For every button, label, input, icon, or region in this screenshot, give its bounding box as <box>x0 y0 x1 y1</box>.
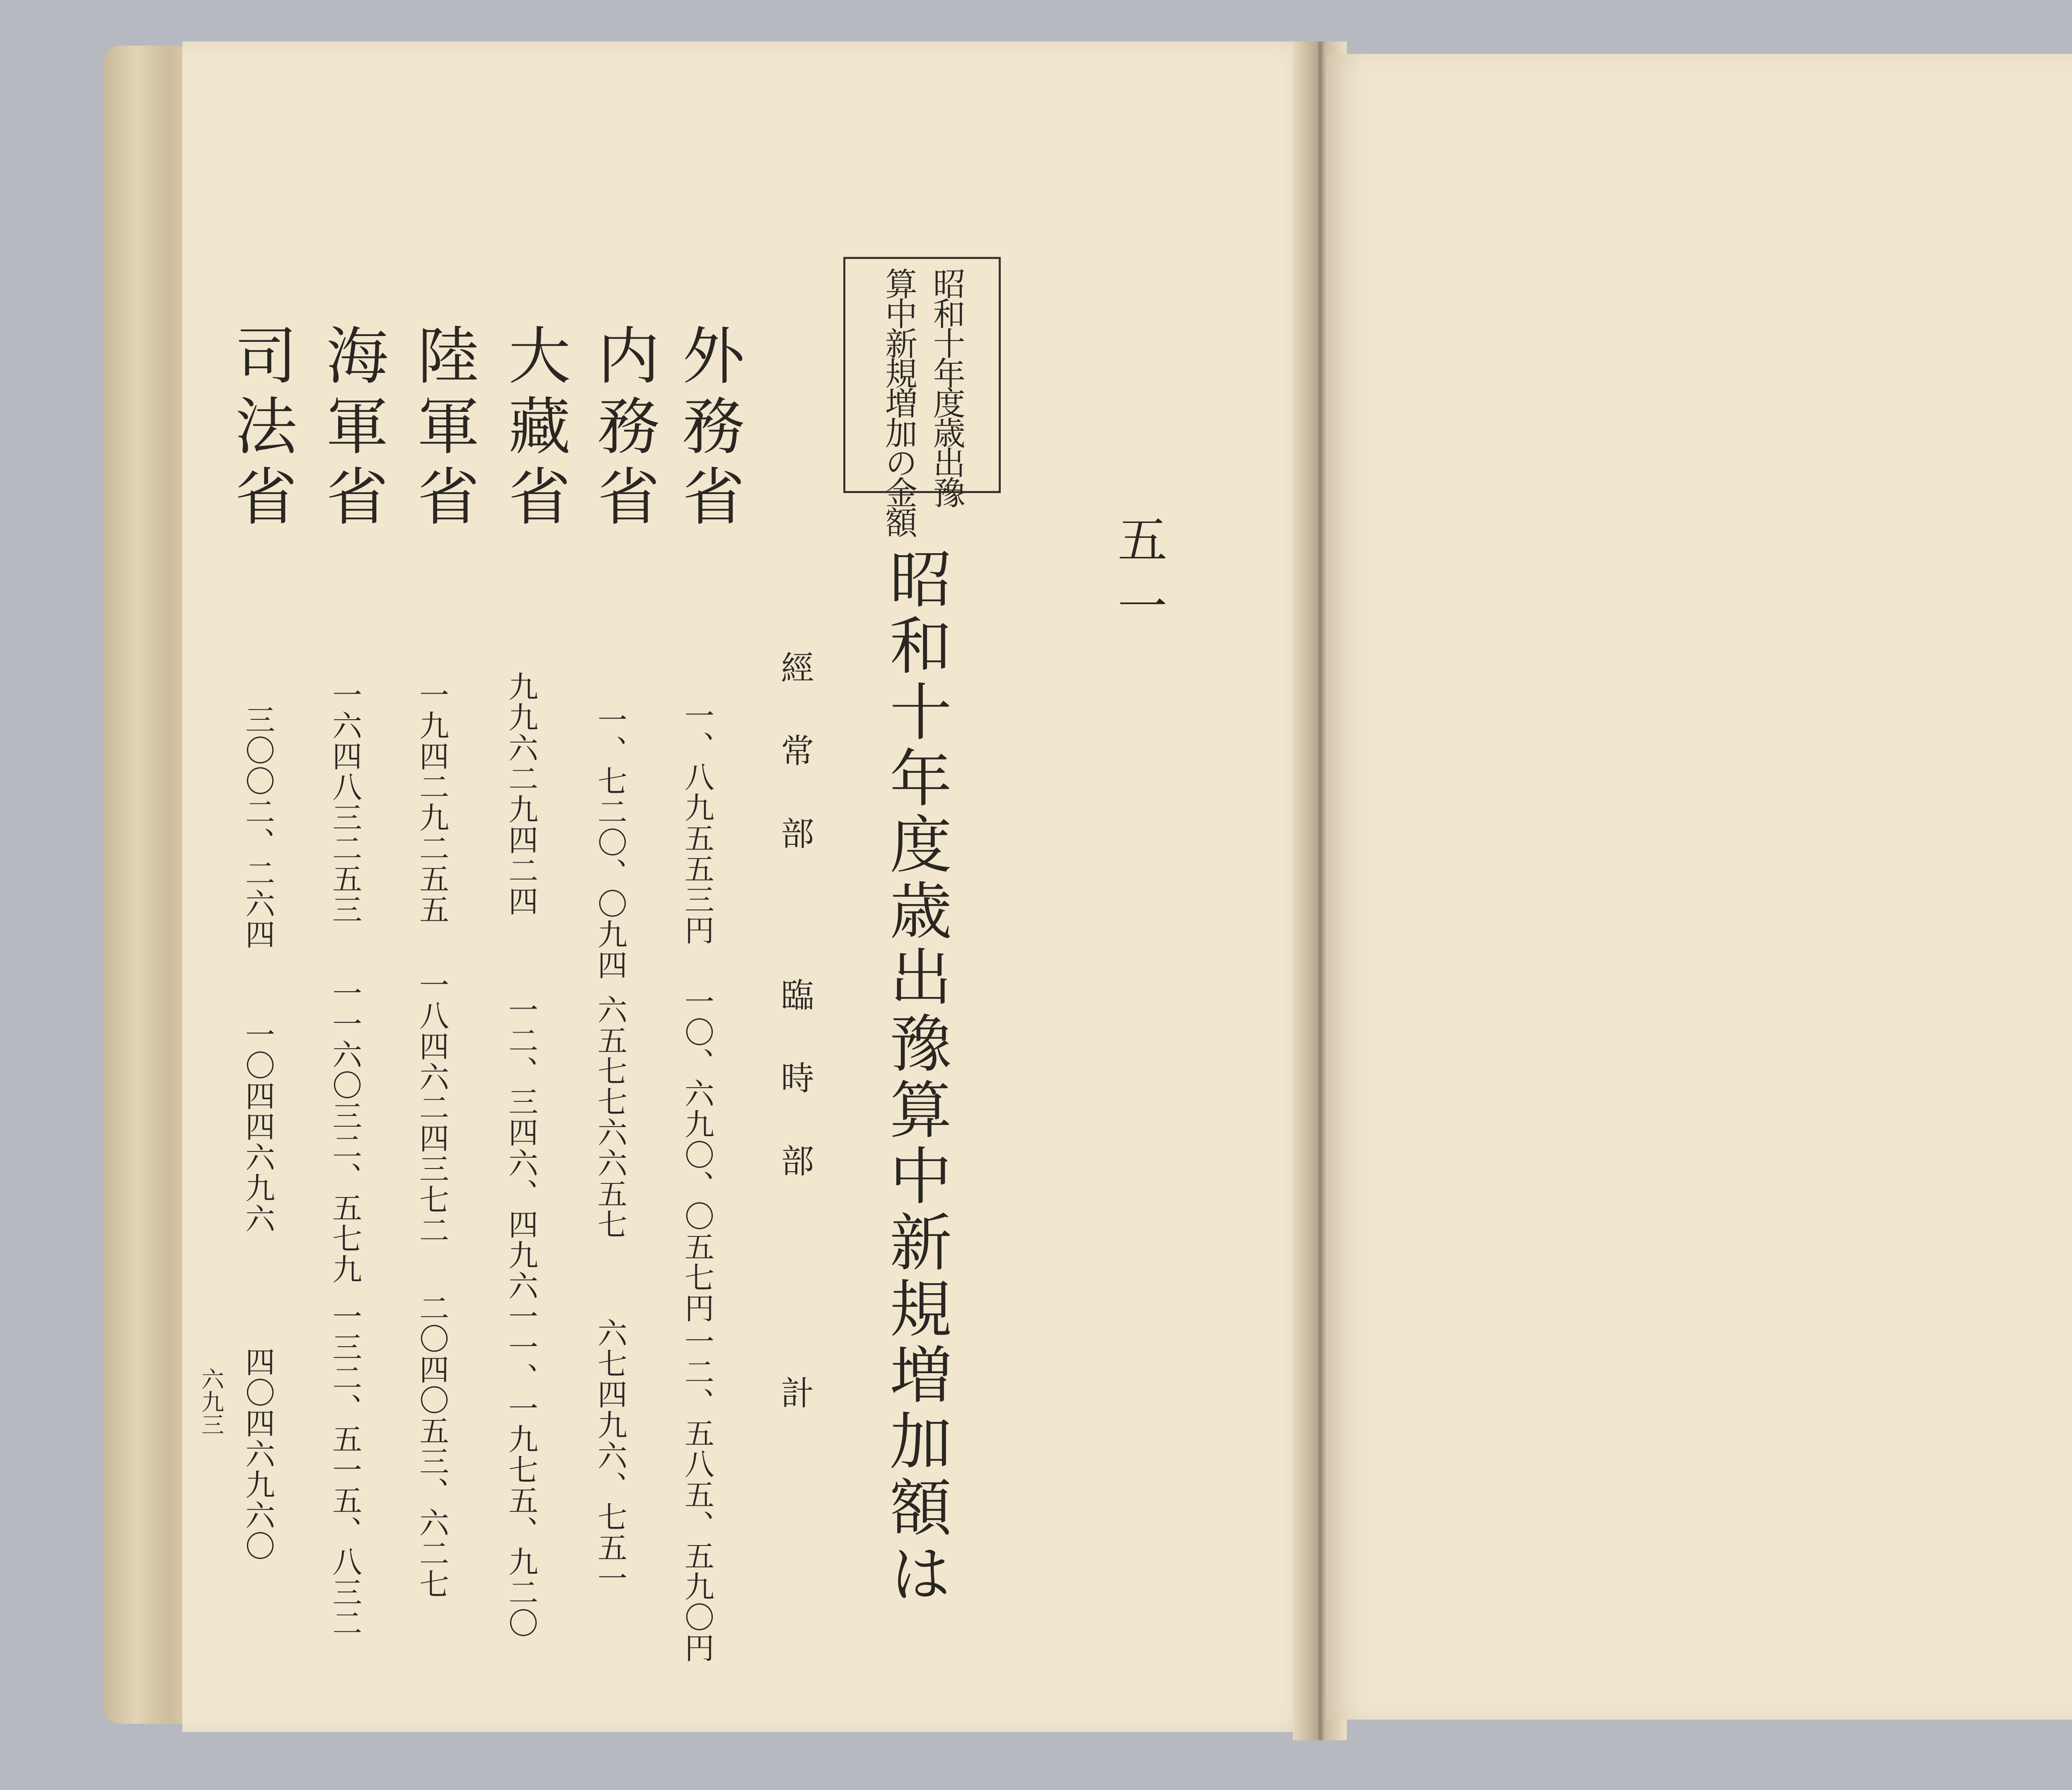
column-header-total: 計 <box>775 1376 814 1459</box>
value-total: 二〇四〇五三、六二七 <box>414 1293 449 1599</box>
ministry-name: 外務省 <box>672 323 744 535</box>
value-extraordinary: 一〇四四六九六 <box>240 1019 275 1234</box>
ministry-name: 海軍省 <box>315 323 387 535</box>
value-ordinary: 九九六二九四二四 <box>503 671 538 917</box>
value-extraordinary: 六五七七六六五七 <box>593 994 627 1240</box>
value-ordinary: 一、八九五五三円 <box>680 700 714 946</box>
section-number: 五一 <box>1109 514 1167 646</box>
ministry-name: 司法省 <box>224 323 296 535</box>
ministry-name: 大藏省 <box>498 323 570 535</box>
value-total: 一二、五八五、五九〇円 <box>680 1326 714 1663</box>
header-line-1: 昭和十年度歳出豫 <box>927 267 965 506</box>
page-title: 昭和十年度歳出豫算中新規増加額は <box>879 547 951 1608</box>
column-header-extraordinary: 臨時部 <box>775 978 814 1226</box>
ministry-name: 陸軍省 <box>407 323 479 535</box>
value-extraordinary: 一二、三四六、四九六 <box>503 994 538 1301</box>
value-extraordinary: 一八四六二四三七二 <box>414 970 449 1246</box>
value-ordinary: 一、七二〇、〇九四 <box>593 704 627 980</box>
value-extraordinary: 一一六〇三二、五七九 <box>327 978 362 1284</box>
right-page <box>1326 54 2072 1720</box>
value-total: 四〇四六九六〇 <box>240 1347 275 1561</box>
value-total: 一一、一九七五、九二〇 <box>503 1301 538 1638</box>
header-box <box>843 257 1001 536</box>
value-ordinary: 一九四二九二五五 <box>414 680 449 925</box>
value-total: 六七四九六、七五一 <box>593 1318 627 1594</box>
value-total: 一三二、五一五、八三二 <box>327 1301 362 1638</box>
ministry-name: 内務省 <box>587 323 659 535</box>
column-header-ordinary: 經常部 <box>775 651 814 899</box>
value-ordinary: 一六四八三二五三 <box>327 680 362 925</box>
header-line-2: 算中新規増加の金額 <box>880 267 917 536</box>
folio-left: 六九三 <box>198 1367 224 1436</box>
value-ordinary: 三〇〇二、二六四 <box>240 704 275 950</box>
value-extraordinary: 一〇、六九〇、〇五七円 <box>680 986 714 1323</box>
